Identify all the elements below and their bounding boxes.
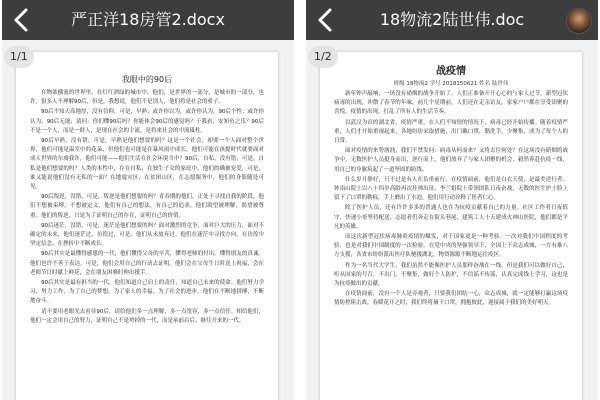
paragraph: 而这次新型冠状病毒肺炎疫情的爆发，对于国家更是一种考验。一次对我们中国程度的考验，也是对我们中国制度的一次检验。在党中央的坚强领导下，全国上下众志成城，一方有难八方支援，各省市纷纷派出医疗队驰援湖北，物资源源不断地运往疫区。 — [334, 234, 568, 259]
document-page[interactable] — [320, 52, 582, 400]
paragraph: 90后叛逆，没错，可是，叛逆是他们想要的吗？青春期的他们，正处于寻找自我的阶段，他们不想被束缚，不想被定义，他们有自己的想法，有自己的追求，他们渴望被理解，渴望被尊重。他们的叛逆，只是为了证明自己的存在，证明自己的价值。 — [30, 194, 264, 219]
paragraph: 90后不知天高地厚，没有信仰，可是，早熟；或许你以为，或许你认为，90后个性；或许你认为，90后无能；请问：你们懂90后吗？你能体会90后的感觉吗？于我看，安知鱼之乐？90后不是一个人，而是一群人，是现在社会的主流，是将来社会的中流砥柱。 — [30, 109, 264, 134]
right-document-viewer — [306, 0, 598, 400]
doc-body — [320, 90, 582, 309]
paragraph: 作为一名当代大学生，我们虽然不能像医护人员那样奋战在一线，但是我们可以做好自己，听从国家的号召，不出门，不聚集，做好个人防护，不信谣不传谣，认真完成线上学习，这也是为抗疫做出的贡献。 — [334, 262, 568, 288]
document-title: 18物流2陆世伟.doc — [379, 10, 525, 29]
document-title: 严正洋18房管2.docx — [71, 10, 225, 29]
avatar[interactable] — [566, 8, 592, 34]
paragraph: 在疫情面前，没有一个人是旁观者，只要我们团结一心，众志成城，就一定能够打赢这场疫情防控阻击战。春暖花开之时，我们终将摘下口罩，拥抱彼此，迎接属于我们的美好明天。 — [334, 291, 568, 307]
paragraph: 90后早熟，没有错，可是，早熟是他们想要的吗？这是一个社会，却要一个人面对整个世界，他们可能是温室中的花朵，但他们也可能是在暴风雨中成长，他们可能在孩提时代就要面对成人世界的尔虞我诈，他们可能——他们生活在社会环境当中？90后，自私，没有错，可是，自私是他们想要的吗？人类的本性中，存在自私，在独生子女的家庭中，他们的确被宠爱，可是，谁又能说他们没有无私的一面？在地震灾区，在贫困山区，在志愿服务中，他们的身影随处可见。 — [30, 138, 264, 191]
paragraph: 90后其实是最懂得感恩的一代，他们懂得父母的辛苦，懂得老师的付出，懂得朋友的真诚。他们也许不善于表达，可是，他们会用自己的行动去证明。他们会在父母生日时送上祝福，会在老师节日时献上鲜花，会在朋友困难时伸出援手。 — [30, 251, 264, 276]
paragraph: 新年钟声敲响，一场没有硝烟的战争开始了。人们正准备开开心心的与家人过节，新型冠状病毒的出现，冲散了春节的年味，前几个星期前，人们还在走亲访友，家家户户都在享受团聚的喜悦，疫情的出现，打乱了所有人的生活节奏。 — [334, 91, 568, 116]
paragraph: 面对疫情的来势汹汹，我们不禁发问：病毒从何而来？又将去往何处？在这场没有硝烟的战争中，无数医护人员挺身而出，逆行而上，他们放弃了与家人团聚的机会，毅然奔赴抗疫一线，用自己的身躯筑起了一道坚固的防线。 — [334, 148, 568, 173]
top-bar — [306, 0, 598, 40]
paragraph: 90后其实是最有担当的一代，他们知道自己肩上的责任，知道自己未来的使命。他们努力学习，努力工作，为了自己的梦想，为了家人的幸福，为了社会的进步，他们在不断地拼搏，不断地奋斗。 — [30, 280, 264, 305]
top-bar — [2, 0, 294, 40]
back-arrow-icon[interactable] — [314, 6, 338, 34]
doc-body — [16, 89, 278, 326]
student-info: 班级 18物流2 学号 2018150621 姓名 陆世伟 — [393, 81, 509, 87]
left-document-viewer — [2, 0, 294, 400]
paragraph: 在物欲横流的世界里，在灯红酒绿的城市中，他们，是世界的一部分，是城市的一部分，也许，很多人不理解90后，但是，我想说，他们不是别人，他们将是社会的骄子。 — [30, 90, 264, 106]
doc-heading: 战疫情 — [436, 66, 466, 77]
paragraph: 以武汉为首的湖北省，疫情严重，在人们不知情的情况下，病毒已经开始传播。随着疫情严重，人们才开始重视起来，各地纷纷采取措施，出门戴口罩，勤洗手，少聚集，成为了每个人的日常。 — [334, 119, 568, 145]
paragraph: 什么岁月静好，只不过是有人在负重前行。在疫情面前，他们是白衣天使，是最美逆行者。钟南山院士以八十四岁高龄再次挂帅出征，李兰娟院士带领团队日夜奋战，无数的医生护士脸上留下了口罩的勒痕，手上磨出了水泡，他们用行动诠释了医者仁心。 — [334, 176, 568, 202]
doc-heading: 我眼中的90后 — [121, 75, 173, 84]
page-indicator: 1/1 — [4, 46, 34, 68]
back-arrow-icon[interactable] — [10, 6, 34, 34]
paragraph: 90后迷茫，没错，可是，迷茫是他们想要的吗？面对激烈的竞争，面对巨大的压力，面对不确定的未来，他们迷茫过，彷徨过，可是，他们从未放弃过。他们在迷茫中寻找方向，在彷徨中坚定信念，在挫折中不断成长。 — [30, 222, 264, 248]
paragraph: 请不要用老眼光去看待90后，请给他们多一点理解，多一点宽容，多一点信任。相信他们，他们一定会用自己的努力，证明自己不是垮掉的一代，而是承前启后、继往开来的一代。 — [30, 308, 264, 324]
paragraph: 除了医护人员，还有许许多多的普通人也在为抗疫贡献着自己的力量。社区工作者日夜值守，快递小哥坚持配送，志愿者们奔走在街头巷尾，建筑工人十天建成火神山医院，他们都是平凡的英雄。 — [334, 205, 568, 230]
document-page[interactable] — [16, 52, 278, 400]
page-indicator: 1/2 — [308, 46, 338, 68]
